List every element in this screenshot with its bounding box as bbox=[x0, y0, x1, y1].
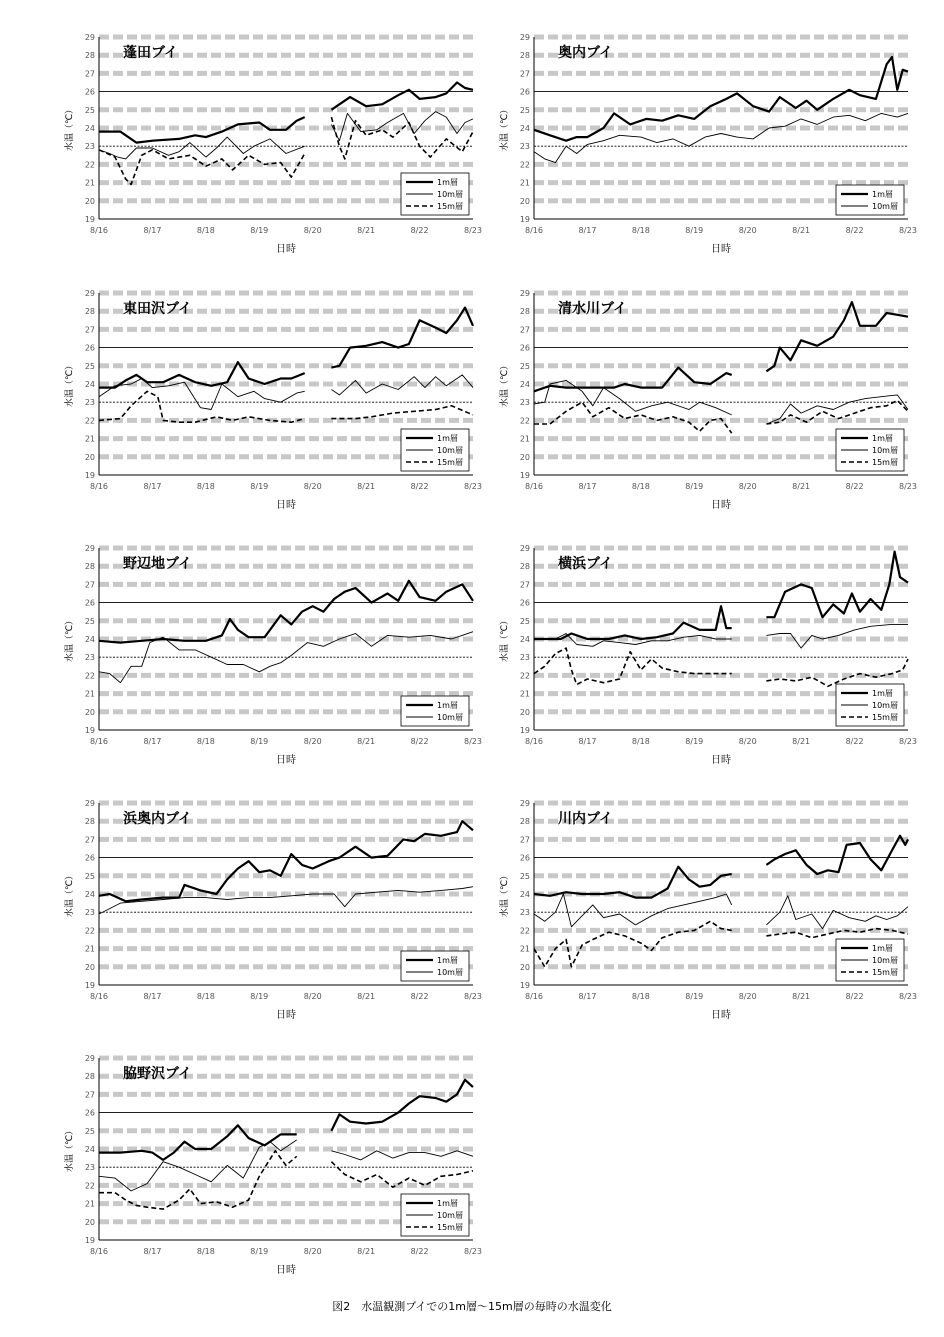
y-tick-label: 21 bbox=[84, 689, 95, 699]
x-tick-label: 8/17 bbox=[578, 737, 597, 746]
y-tick-label: 28 bbox=[84, 562, 95, 572]
y-tick-label: 23 bbox=[84, 398, 95, 408]
y-tick-label: 21 bbox=[84, 434, 95, 444]
y-tick-label: 21 bbox=[519, 689, 530, 699]
y-tick-label: 21 bbox=[84, 944, 95, 954]
chart-title: 野辺地ブイ bbox=[123, 556, 192, 572]
legend-label: 1m層 bbox=[872, 434, 893, 443]
series-line bbox=[331, 1080, 473, 1131]
series-line bbox=[534, 648, 732, 684]
x-tick-label: 8/21 bbox=[792, 737, 811, 746]
y-tick-label: 25 bbox=[519, 616, 530, 626]
legend-label: 1m層 bbox=[872, 689, 893, 698]
y-tick-label: 19 bbox=[84, 981, 95, 990]
chart-panel bbox=[498, 544, 917, 766]
y-tick-label: 22 bbox=[519, 926, 530, 936]
x-tick-label: 8/19 bbox=[685, 737, 704, 746]
chart-title: 横浜ブイ bbox=[558, 556, 613, 572]
y-tick-label: 27 bbox=[84, 1090, 95, 1100]
y-axis-label: 水温（℃） bbox=[500, 615, 510, 663]
x-tick-label: 8/22 bbox=[410, 992, 429, 1001]
series-line bbox=[331, 308, 473, 368]
series-line bbox=[766, 659, 908, 686]
x-tick-label: 8/16 bbox=[525, 992, 543, 1001]
y-tick-label: 25 bbox=[84, 871, 95, 881]
x-tick-label: 8/23 bbox=[464, 482, 482, 491]
y-tick-label: 23 bbox=[519, 908, 530, 918]
y-tick-label: 24 bbox=[519, 890, 530, 899]
y-tick-label: 21 bbox=[519, 944, 530, 954]
y-axis-label: 水温（℃） bbox=[500, 870, 510, 918]
y-tick-label: 19 bbox=[84, 471, 95, 480]
y-tick-label: 22 bbox=[519, 671, 530, 681]
x-tick-label: 8/20 bbox=[738, 737, 757, 746]
x-tick-label: 8/21 bbox=[357, 1247, 376, 1256]
legend-label: 1m層 bbox=[872, 190, 893, 199]
y-axis-label: 水温（℃） bbox=[65, 1125, 75, 1173]
y-tick-label: 25 bbox=[519, 871, 530, 881]
y-tick-label: 20 bbox=[519, 196, 530, 206]
x-tick-label: 8/19 bbox=[250, 737, 269, 746]
y-tick-label: 22 bbox=[519, 160, 530, 170]
x-tick-label: 8/22 bbox=[410, 226, 429, 235]
x-tick-label: 8/18 bbox=[196, 226, 215, 235]
x-tick-label: 8/17 bbox=[578, 482, 597, 491]
chart-panel bbox=[498, 289, 917, 511]
legend-label: 10m層 bbox=[437, 190, 463, 199]
x-tick-label: 8/22 bbox=[845, 482, 864, 491]
series-line bbox=[534, 402, 732, 433]
y-tick-label: 21 bbox=[84, 1199, 95, 1209]
x-tick-label: 8/23 bbox=[899, 992, 917, 1001]
series-line bbox=[99, 887, 473, 914]
series-line bbox=[331, 1151, 473, 1160]
series-line bbox=[99, 1151, 297, 1209]
y-tick-label: 26 bbox=[519, 853, 530, 863]
chart-panel bbox=[63, 33, 482, 255]
y-axis-label: 水温（℃） bbox=[65, 870, 75, 918]
y-tick-label: 22 bbox=[84, 926, 95, 936]
legend-label: 10m層 bbox=[437, 446, 463, 455]
x-tick-label: 8/18 bbox=[631, 226, 650, 235]
y-tick-label: 20 bbox=[519, 962, 530, 972]
y-tick-label: 26 bbox=[519, 87, 530, 97]
y-tick-label: 27 bbox=[519, 580, 530, 590]
y-tick-label: 29 bbox=[84, 544, 95, 553]
chart-title: 川内ブイ bbox=[558, 811, 613, 827]
y-tick-label: 24 bbox=[519, 124, 530, 133]
y-tick-label: 20 bbox=[84, 1217, 95, 1227]
y-tick-label: 20 bbox=[84, 962, 95, 972]
chart-panel bbox=[498, 799, 917, 1021]
chart-panel bbox=[63, 289, 482, 511]
y-tick-label: 24 bbox=[84, 380, 95, 389]
y-tick-label: 26 bbox=[519, 343, 530, 353]
x-tick-label: 8/23 bbox=[464, 992, 482, 1001]
x-tick-label: 8/17 bbox=[143, 992, 162, 1001]
x-axis-label: 日時 bbox=[711, 1010, 731, 1021]
legend-label: 10m層 bbox=[872, 956, 898, 965]
x-tick-label: 8/18 bbox=[196, 992, 215, 1001]
y-tick-label: 19 bbox=[84, 726, 95, 735]
legend-label: 10m層 bbox=[437, 968, 463, 977]
x-tick-label: 8/20 bbox=[303, 482, 322, 491]
y-tick-label: 29 bbox=[84, 1054, 95, 1063]
legend-label: 10m層 bbox=[872, 701, 898, 710]
y-tick-label: 23 bbox=[519, 653, 530, 663]
y-tick-label: 28 bbox=[519, 307, 530, 317]
x-axis-label: 日時 bbox=[276, 755, 296, 766]
x-axis-label: 日時 bbox=[276, 1265, 296, 1276]
x-tick-label: 8/17 bbox=[143, 737, 162, 746]
x-axis-label: 日時 bbox=[711, 244, 731, 255]
legend-label: 1m層 bbox=[437, 1199, 458, 1208]
legend-label: 1m層 bbox=[437, 701, 458, 710]
y-tick-label: 22 bbox=[84, 1181, 95, 1191]
chart-panel bbox=[63, 1054, 482, 1276]
x-tick-label: 8/20 bbox=[738, 992, 757, 1001]
x-tick-label: 8/16 bbox=[90, 992, 108, 1001]
x-tick-label: 8/22 bbox=[410, 482, 429, 491]
y-tick-label: 29 bbox=[84, 799, 95, 808]
x-tick-label: 8/16 bbox=[90, 482, 108, 491]
x-tick-label: 8/18 bbox=[196, 1247, 215, 1256]
series-line bbox=[99, 581, 473, 643]
legend-label: 15m層 bbox=[437, 202, 463, 211]
y-tick-label: 26 bbox=[84, 853, 95, 863]
x-tick-label: 8/16 bbox=[525, 226, 543, 235]
x-tick-label: 8/23 bbox=[899, 226, 917, 235]
x-tick-label: 8/18 bbox=[196, 737, 215, 746]
x-tick-label: 8/18 bbox=[196, 482, 215, 491]
y-tick-label: 19 bbox=[519, 981, 530, 990]
y-tick-label: 23 bbox=[84, 1163, 95, 1173]
x-tick-label: 8/18 bbox=[631, 737, 650, 746]
series-line bbox=[99, 821, 473, 901]
chart-title: 脇野沢ブイ bbox=[123, 1066, 192, 1082]
y-tick-label: 22 bbox=[84, 416, 95, 426]
x-tick-label: 8/20 bbox=[303, 226, 322, 235]
x-tick-label: 8/20 bbox=[738, 482, 757, 491]
legend-label: 10m層 bbox=[872, 446, 898, 455]
y-tick-label: 20 bbox=[84, 196, 95, 206]
y-tick-label: 28 bbox=[519, 51, 530, 61]
y-tick-label: 19 bbox=[519, 726, 530, 735]
x-tick-label: 8/22 bbox=[410, 737, 429, 746]
y-tick-label: 19 bbox=[84, 215, 95, 224]
y-tick-label: 29 bbox=[84, 289, 95, 298]
y-tick-label: 24 bbox=[519, 635, 530, 644]
x-axis-label: 日時 bbox=[711, 755, 731, 766]
x-tick-label: 8/21 bbox=[357, 482, 376, 491]
x-tick-label: 8/20 bbox=[303, 1247, 322, 1256]
legend-label: 15m層 bbox=[437, 1223, 463, 1232]
y-tick-label: 24 bbox=[84, 124, 95, 133]
y-tick-label: 25 bbox=[519, 105, 530, 115]
y-tick-label: 29 bbox=[519, 544, 530, 553]
chart-title: 清水川ブイ bbox=[558, 301, 627, 317]
chart-panel bbox=[63, 799, 482, 1021]
y-tick-label: 22 bbox=[84, 671, 95, 681]
figure-caption: 図2 水温観測ブイでの1m層～15m層の毎時の水温変化 bbox=[332, 1300, 612, 1313]
y-tick-label: 20 bbox=[519, 452, 530, 462]
x-tick-label: 8/16 bbox=[90, 226, 108, 235]
series-line bbox=[766, 624, 908, 648]
series-line bbox=[99, 137, 305, 159]
y-tick-label: 25 bbox=[84, 616, 95, 626]
y-tick-label: 29 bbox=[519, 33, 530, 42]
y-tick-label: 19 bbox=[84, 1236, 95, 1245]
legend-label: 1m層 bbox=[437, 434, 458, 443]
x-tick-label: 8/19 bbox=[685, 992, 704, 1001]
y-tick-label: 29 bbox=[519, 799, 530, 808]
y-tick-label: 26 bbox=[84, 87, 95, 97]
y-tick-label: 24 bbox=[84, 1145, 95, 1154]
x-tick-label: 8/16 bbox=[525, 482, 543, 491]
x-tick-label: 8/22 bbox=[845, 226, 864, 235]
y-tick-label: 27 bbox=[84, 580, 95, 590]
y-tick-label: 23 bbox=[519, 142, 530, 152]
x-tick-label: 8/21 bbox=[792, 992, 811, 1001]
series-line bbox=[534, 113, 908, 162]
y-axis-label: 水温（℃） bbox=[500, 360, 510, 408]
y-tick-label: 26 bbox=[84, 343, 95, 353]
legend-label: 1m層 bbox=[437, 956, 458, 965]
y-tick-label: 27 bbox=[84, 835, 95, 845]
y-tick-label: 25 bbox=[84, 361, 95, 371]
x-tick-label: 8/18 bbox=[631, 992, 650, 1001]
x-tick-label: 8/19 bbox=[250, 1247, 269, 1256]
x-tick-label: 8/16 bbox=[90, 737, 108, 746]
x-tick-label: 8/17 bbox=[578, 992, 597, 1001]
x-tick-label: 8/23 bbox=[464, 226, 482, 235]
legend-label: 15m層 bbox=[437, 458, 463, 467]
series-line bbox=[331, 406, 473, 419]
legend-label: 15m層 bbox=[872, 713, 898, 722]
y-axis-label: 水温（℃） bbox=[65, 615, 75, 663]
legend-label: 10m層 bbox=[437, 1211, 463, 1220]
legend-label: 15m層 bbox=[872, 458, 898, 467]
series-line bbox=[534, 368, 732, 392]
x-tick-label: 8/23 bbox=[464, 1247, 482, 1256]
y-tick-label: 27 bbox=[519, 835, 530, 845]
y-tick-label: 20 bbox=[84, 452, 95, 462]
y-tick-label: 29 bbox=[519, 289, 530, 298]
y-tick-label: 20 bbox=[84, 707, 95, 717]
legend-label: 1m層 bbox=[872, 944, 893, 953]
x-tick-label: 8/19 bbox=[250, 992, 269, 1001]
x-tick-label: 8/20 bbox=[738, 226, 757, 235]
x-tick-label: 8/17 bbox=[143, 226, 162, 235]
chart-title: 東田沢ブイ bbox=[123, 301, 192, 317]
y-tick-label: 28 bbox=[84, 51, 95, 61]
y-axis-label: 水温（℃） bbox=[65, 104, 75, 152]
x-axis-label: 日時 bbox=[276, 244, 296, 255]
y-tick-label: 26 bbox=[84, 1108, 95, 1118]
x-tick-label: 8/16 bbox=[525, 737, 543, 746]
legend-label: 15m層 bbox=[872, 968, 898, 977]
y-tick-label: 27 bbox=[84, 325, 95, 335]
x-tick-label: 8/18 bbox=[631, 482, 650, 491]
x-tick-label: 8/23 bbox=[464, 737, 482, 746]
x-axis-label: 日時 bbox=[276, 500, 296, 511]
x-tick-label: 8/22 bbox=[845, 992, 864, 1001]
chart-panel bbox=[63, 544, 482, 766]
legend-label: 10m層 bbox=[872, 202, 898, 211]
y-tick-label: 25 bbox=[519, 361, 530, 371]
y-tick-label: 19 bbox=[519, 471, 530, 480]
x-tick-label: 8/16 bbox=[90, 1247, 108, 1256]
series-line bbox=[331, 83, 473, 110]
x-axis-label: 日時 bbox=[711, 500, 731, 511]
y-tick-label: 27 bbox=[519, 325, 530, 335]
y-tick-label: 21 bbox=[519, 178, 530, 188]
x-tick-label: 8/21 bbox=[792, 482, 811, 491]
y-tick-label: 29 bbox=[84, 33, 95, 42]
x-tick-label: 8/22 bbox=[845, 737, 864, 746]
y-tick-label: 27 bbox=[84, 69, 95, 79]
y-tick-label: 22 bbox=[519, 416, 530, 426]
y-tick-label: 28 bbox=[84, 307, 95, 317]
y-tick-label: 27 bbox=[519, 69, 530, 79]
x-axis-label: 日時 bbox=[276, 1010, 296, 1021]
y-tick-label: 26 bbox=[519, 598, 530, 608]
x-tick-label: 8/17 bbox=[578, 226, 597, 235]
x-tick-label: 8/17 bbox=[143, 1247, 162, 1256]
y-tick-label: 28 bbox=[84, 1072, 95, 1082]
y-tick-label: 23 bbox=[519, 398, 530, 408]
chart-title: 蓬田ブイ bbox=[123, 45, 178, 61]
series-line bbox=[534, 894, 732, 927]
chart-title: 浜奥内ブイ bbox=[123, 811, 192, 827]
x-tick-label: 8/19 bbox=[685, 226, 704, 235]
y-tick-label: 24 bbox=[84, 635, 95, 644]
x-tick-label: 8/19 bbox=[250, 482, 269, 491]
y-axis-label: 水温（℃） bbox=[500, 104, 510, 152]
x-tick-label: 8/19 bbox=[250, 226, 269, 235]
y-tick-label: 28 bbox=[519, 562, 530, 572]
y-tick-label: 23 bbox=[84, 142, 95, 152]
y-axis-label: 水温（℃） bbox=[65, 360, 75, 408]
x-tick-label: 8/20 bbox=[303, 737, 322, 746]
x-tick-label: 8/19 bbox=[685, 482, 704, 491]
x-tick-label: 8/21 bbox=[357, 992, 376, 1001]
series-line bbox=[99, 391, 305, 422]
y-tick-label: 25 bbox=[84, 1126, 95, 1136]
x-tick-label: 8/21 bbox=[357, 226, 376, 235]
y-tick-label: 23 bbox=[84, 653, 95, 663]
y-tick-label: 21 bbox=[84, 178, 95, 188]
x-tick-label: 8/23 bbox=[899, 737, 917, 746]
y-tick-label: 25 bbox=[84, 105, 95, 115]
x-tick-label: 8/22 bbox=[410, 1247, 429, 1256]
series-line bbox=[331, 117, 473, 159]
x-tick-label: 8/23 bbox=[899, 482, 917, 491]
x-tick-label: 8/20 bbox=[303, 992, 322, 1001]
y-tick-label: 24 bbox=[519, 380, 530, 389]
chart-title: 奥内ブイ bbox=[558, 45, 613, 61]
y-tick-label: 19 bbox=[519, 215, 530, 224]
chart-panel bbox=[498, 33, 917, 255]
y-tick-label: 28 bbox=[519, 817, 530, 827]
y-tick-label: 22 bbox=[84, 160, 95, 170]
legend-label: 10m層 bbox=[437, 713, 463, 722]
x-tick-label: 8/21 bbox=[792, 226, 811, 235]
y-tick-label: 23 bbox=[84, 908, 95, 918]
y-tick-label: 20 bbox=[519, 707, 530, 717]
y-tick-label: 28 bbox=[84, 817, 95, 827]
legend-label: 1m層 bbox=[437, 178, 458, 187]
y-tick-label: 24 bbox=[84, 890, 95, 899]
x-tick-label: 8/17 bbox=[143, 482, 162, 491]
y-tick-label: 21 bbox=[519, 434, 530, 444]
y-tick-label: 26 bbox=[84, 598, 95, 608]
x-tick-label: 8/21 bbox=[357, 737, 376, 746]
